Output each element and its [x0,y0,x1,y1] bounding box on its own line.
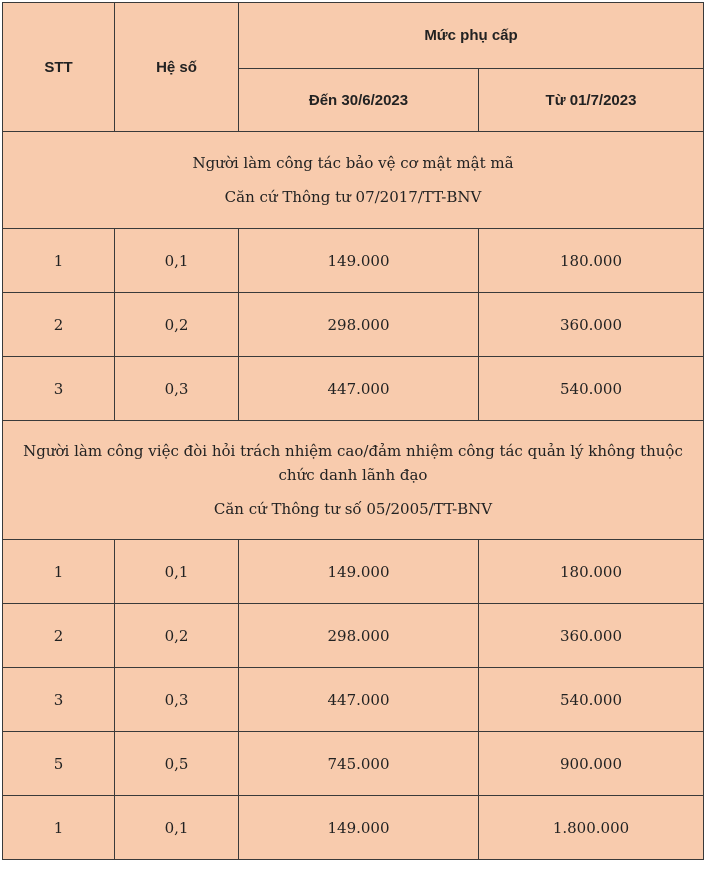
cell-he-so: 0,2 [115,604,239,668]
cell-he-so: 0,1 [115,229,239,293]
section-title: Người làm công việc đòi hỏi trách nhiệm cao/đảm nhiệm công tác quản lý không thuộc chức danh lãnh đạo [23,442,683,484]
cell-stt: 1 [3,796,115,860]
header-den: Đến 30/6/2023 [239,69,479,132]
section-basis: Căn cứ Thông tư số 05/2005/TT-BNV [213,500,493,518]
cell-stt: 1 [3,540,115,604]
header-row-1 [3,3,704,69]
cell-he-so: 0,3 [115,357,239,421]
cell-stt: 3 [3,668,115,732]
allowance-table [2,2,704,860]
cell-den: 447.000 [239,668,479,732]
cell-den: 447.000 [239,357,479,421]
header-muc-phu-cap: Mức phụ cấp [239,3,704,69]
cell-stt: 1 [3,229,115,293]
cell-stt: 3 [3,357,115,421]
cell-stt: 2 [3,293,115,357]
cell-tu: 540.000 [479,357,704,421]
cell-tu: 540.000 [479,668,704,732]
cell-den: 298.000 [239,604,479,668]
table-row [3,229,704,293]
cell-tu: 1.800.000 [479,796,704,860]
cell-tu: 360.000 [479,293,704,357]
cell-he-so: 0,3 [115,668,239,732]
table-row [3,357,704,421]
cell-tu: 900.000 [479,732,704,796]
cell-tu: 360.000 [479,604,704,668]
cell-den: 298.000 [239,293,479,357]
table-row [3,668,704,732]
cell-den: 149.000 [239,229,479,293]
section-header [3,132,704,229]
cell-he-so: 0,1 [115,540,239,604]
table-row [3,732,704,796]
table-row [3,293,704,357]
section-header-row [3,421,704,540]
header-he-so: Hệ số [115,3,239,132]
table-row [3,540,704,604]
cell-den: 149.000 [239,796,479,860]
header-tu: Từ 01/7/2023 [479,69,704,132]
cell-tu: 180.000 [479,540,704,604]
cell-tu: 180.000 [479,229,704,293]
section-header [3,421,704,540]
cell-he-so: 0,5 [115,732,239,796]
table-row [3,796,704,860]
cell-den: 149.000 [239,540,479,604]
section-title: Người làm công tác bảo vệ cơ mật mật mã [192,154,514,172]
section-header-row [3,132,704,229]
cell-stt: 2 [3,604,115,668]
header-stt: STT [3,3,115,132]
cell-stt: 5 [3,732,115,796]
cell-he-so: 0,1 [115,796,239,860]
cell-he-so: 0,2 [115,293,239,357]
table-row [3,604,704,668]
section-basis: Căn cứ Thông tư 07/2017/TT-BNV [224,188,482,206]
cell-den: 745.000 [239,732,479,796]
